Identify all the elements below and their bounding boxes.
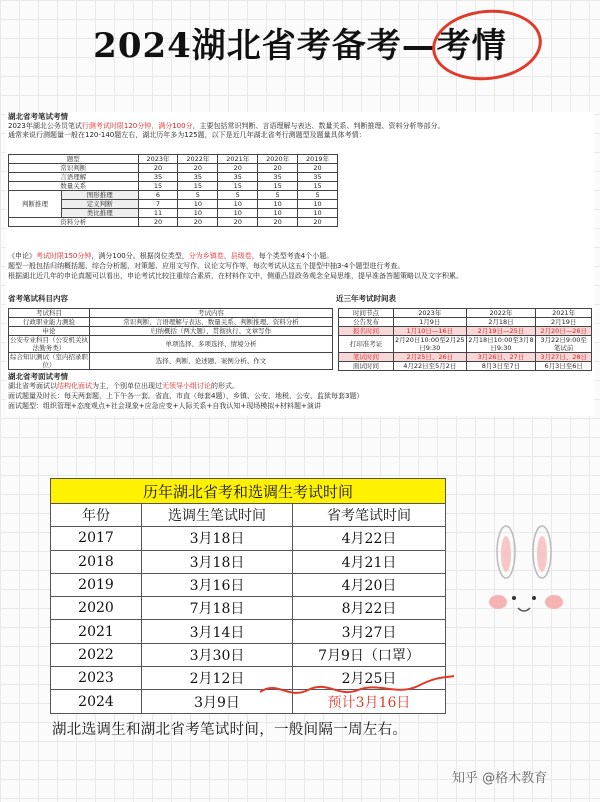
table-row: 判断推理 图形推理 6 5 5 5 5 (9, 191, 338, 200)
table-row: 公告发布 1月9日 2月18日 2月19日 (339, 318, 592, 327)
table-row: 数量关系 15 15 15 15 15 (9, 182, 338, 191)
shenlun-line3: 根据湖北近几年的申论真题可以看出，申论考试比较注重综合素质，在材料作文中，侧重凸显政务观念全局思维，提早准备答题策略以及文字积累。 (8, 272, 463, 280)
question-type-table (8, 154, 338, 227)
table-row: 2020 7月18日 8月22日 (51, 597, 446, 620)
table-row: 综合知识测试（室内招录职位） 选择、判断、论述题、案例分析、作文 (9, 353, 333, 370)
table-row: 2017 3月18日 4月22日 (51, 527, 446, 550)
page-title: 2024湖北省考备考—考情 (93, 26, 507, 66)
section-written-p1: 2023年湖北公务员笔试行测考试时限120分钟，满分100分，主要包括常识判断、言语理解与表达、数量关系、判断推理、资料分析等部分。 (8, 122, 445, 130)
exam-info-sheet (6, 112, 594, 416)
table-row: 公安专业科目（公安机关执法勤务类） 单项选择、多项选择、情境分析 (9, 336, 333, 353)
watermark: 知乎 @格木教育 (452, 771, 548, 786)
table-header-row: 题型 2023年 2022年 2021年 2020年 2019年 (9, 155, 338, 164)
table-row: 2019 3月16日 4月20日 (51, 573, 446, 596)
table-row: 面试时间 4月22日至5月2日 8月3日至7日 6月3日至6日 (339, 362, 592, 371)
table-caption: 历年湖北省考和选调生考试时间 (51, 479, 446, 504)
subjects-heading: 省考笔试科目内容 (8, 294, 68, 303)
table-row: 资料分析 20 20 20 20 20 (9, 218, 338, 227)
table-row: 打印准考证 2月20日10:00至2月25日9:30 2月18日10:00至3月8日9:30 3月22日9:00至笔试前 (339, 336, 592, 353)
table-row: 报名时间 1月10日—16日 2月19日—25日 2月20日—26日 (339, 327, 592, 336)
table-row: 笔试时间 2月25日、26日 3月26日、27日 3月27日、28日 (339, 353, 592, 362)
table-header-row: 年份 选调生笔试时间 省考笔试时间 (51, 504, 446, 527)
table-row: 类比推理 11 10 10 10 10 (9, 209, 338, 218)
section-written-p2: 通常来说行测题量一般在120-140题左右，湖北历年多为125题，以下是近几年湖北省考行测题型及题量具体考情： (8, 131, 366, 139)
table-header-row: 考试科目 考试内容 (9, 309, 333, 318)
footer-note: 湖北选调生和湖北省考笔试时间，一般间隔一周左右。 (52, 722, 408, 738)
table-row: 2023 2月12日 2月25日 (51, 667, 446, 690)
interview-line2: 面试题量及时长：每天两套题，上下午各一套。省直、市直（每套4题），乡镇、公安、地税、公安、监狱每套3题） (8, 392, 364, 400)
table-row: 行政职业能力测验 常识判断、言语理解与表达、数量关系、判断推理、资料分析 (9, 318, 333, 327)
schedule-table (338, 308, 592, 371)
title-circle-mark (429, 4, 546, 85)
shenlun-line2: 题型一般包括归纳概括题、综合分析题、对策题、应用文写作、议论文写作等，每次考试从这五个提型中抽3-4个题型进行考查。 (8, 262, 405, 270)
shenlun-line1: 《申论》考试时限150分钟，满分100分。根据岗位类型，分为乡镇卷、县级卷，每个类型考查4个小题。 (8, 252, 334, 260)
red-wavy-underline (258, 672, 458, 702)
table-row: 申论 归纳概括（两大题）、贯彻执行、文章写作 (9, 327, 333, 336)
schedule-heading: 近三年考试时间表 (336, 294, 396, 303)
table-caption-row (51, 479, 446, 504)
table-row: 2022 3月30日 7月9日（口罩） (51, 643, 446, 666)
interview-line1: 湖北省考面试以结构化面试为主，个别单位出现过无领导小组讨论的形式。 (8, 382, 239, 390)
table-header-row: 时间节点 2023年 2022年 2021年 (339, 309, 592, 318)
interview-line3: 面试题型：组织管理+态度观点+社会现象+应急应变+人际关系+自我认知+现场模拟+材料题+演讲 (8, 402, 321, 410)
subjects-table (8, 308, 333, 370)
interview-heading: 湖北省考面试考情 (8, 372, 68, 381)
table-row: 言语理解 35 35 35 35 35 (9, 173, 338, 182)
table-row: 2024 3月9日 预计3月16日 (51, 690, 446, 713)
section-written-heading: 湖北省考笔试考情 (8, 112, 68, 121)
table-row: 2018 3月18日 4月21日 (51, 550, 446, 573)
table-row: 常识判断 20 20 20 20 20 (9, 164, 338, 173)
table-row: 定义判断 7 10 10 10 10 (9, 200, 338, 209)
bunny-illustration (474, 524, 584, 624)
table-row: 2021 3月14日 3月27日 (51, 620, 446, 643)
